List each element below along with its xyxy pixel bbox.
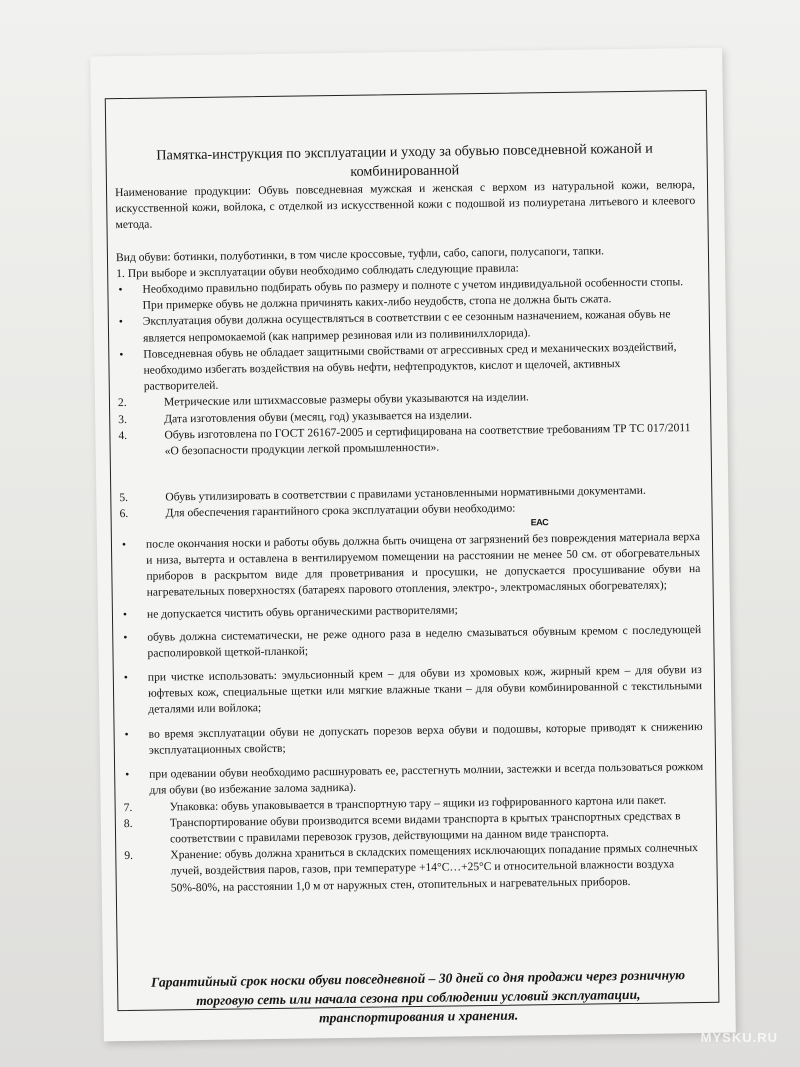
bullet-icon: •: [124, 727, 129, 741]
bullet-icon: •: [121, 537, 127, 551]
numbered-item: 5. Обувь утилизировать в соответствии с правилами установленными нормативными документами.: [119, 483, 646, 505]
warranty-statement: Гарантийный срок носки обуви повседневной – 30 дней со дня продажи через розничную торговую сеть или начала сезона при соблюдении условий эксплуатации, транспортирования и хранения.: [150, 967, 686, 1026]
product-description: Наименование продукции: Обувь повседневная мужская и женская с верхом из натуральной кожи, велюра, искусственной кожи, войлока, с отделкой из искусственной кожи с подошвой из полиуретана литьевого и клеевого метода.: [114, 178, 696, 232]
bullet-icon: •: [123, 671, 128, 685]
bullet-icon: •: [118, 315, 124, 329]
list-item: • при одевании обуви необходимо расшнуровать ее, расстегнуть молнии, застежки и всегда пользоваться рожком для обуви (во избежание залома задника).: [125, 760, 704, 798]
instruction-sheet: [90, 48, 736, 1042]
bullet-icon: •: [119, 347, 124, 361]
numbered-item: 4. Обувь изготовлена по ГОСТ 26167-2005 и сертифицирована на соответствие требованиям ТР ТС 017/2011 «О безопасности продукции легкой промышленности».: [118, 420, 691, 458]
shoe-types: Вид обуви: ботинки, полуботинки, в том числе кроссовые, туфли, сабо, сапоги, полусапоги, тапки.: [115, 243, 605, 264]
list-item: • во время эксплуатации обуви не допускать порезов верха обуви и подошвы, которые приводят к снижению эксплуатационных свойств;: [124, 719, 703, 757]
numbered-item: 2. Метрические или штихмассовые размеры обуви указываются на изделии.: [117, 390, 529, 410]
watermark: MYSKU.RU: [700, 1030, 778, 1045]
eac-certification-mark: EAC: [530, 517, 549, 528]
numbered-item: 8. Транспортирование обуви производится всеми видами транспорта в крытых транспортных средствах в соответствии с правилами перевозок грузов, действующими на данном виде транспорта.: [123, 808, 681, 846]
bullet-icon: •: [125, 768, 130, 782]
list-item: • Повседневная обувь не обладает защитными свойствами от агрессивных сред и механических воздействий, необходимо избегать воздействия на обувь нефти, нефтепродуктов, кислот и щелочей, активных растворителей.: [119, 340, 677, 393]
numbered-item: 3. Дата изготовления обуви (месяц, год) указывается на изделии.: [118, 407, 473, 426]
bullet-icon: •: [122, 608, 128, 622]
list-item: • после окончания носки и работы обувь должна быть очищена от загрязнений без повреждения материала верха и низа, вытерта и оставлена в вентилируемом помещении на расстоянии не менее 50 см. от обогревательных приборов в раскрытом виде для проветривания и просушки, не допускается просушивание обуви на нагревательных поверхностях (батареях парового отопления, электро-, электромасляных обогревателях);: [121, 529, 701, 599]
document-body: [114, 139, 704, 897]
document-title: Памятка-инструкция по эксплуатации и уходу за обувью повседневной кожаной и комбинированной: [156, 140, 653, 180]
list-item: • не допускается чистить обувь органическими растворителями;: [121, 599, 701, 623]
bullet-icon: •: [118, 283, 123, 297]
rule-1-heading: 1. При выборе и эксплуатации обуви необходимо соблюдать следующие правила:: [116, 261, 519, 280]
list-item: • при чистке использовать: эмульсионный крем – для обуви из хромовых кож, жирный крем – для обуви из юфтевых кож, специальные щетки или мягкие влажные ткани – для обуви комбинированной с текстильными деталями или войлока;: [123, 663, 703, 717]
numbered-item: 7. Упаковка: обувь упаковывается в транспортную тару – ящики из гофрированного картона или пакет.: [123, 792, 667, 814]
numbered-item: 6. Для обеспечения гарантийного срока эксплуатации обуви необходимо:: [119, 502, 516, 521]
document-frame: [105, 90, 720, 1026]
list-item: • Эксплуатация обуви должна осуществляться в соответствии с ее сезонным назначением, кожаная обувь не является непромокаемой (как например резиновая или из поливинилхлорида).: [118, 307, 671, 345]
list-item: • Необходимо правильно подбирать обувь по размеру и полноте с учетом индивидуальной особенности стопы. При примерке обувь не должна причинять каких-либо неудобств, стопа не должна быть сжата.: [118, 275, 684, 312]
numbered-item: 9. Хранение: обувь должна храниться в складских помещениях исключающих попадание прямых солнечных лучей, воздействия паров, газов, при температуре +14°С…+25°С и относительной влажности воздуха 50%-80%, на расстоянии 1,0 м от наружных стен, отопительных и нагревательных приборов.: [124, 841, 699, 894]
list-item: • обувь должна систематически, не реже одного раза в неделю смазываться обувным кремом с последующей располировкой щеткой-планкой;: [123, 622, 702, 660]
bullet-icon: •: [123, 630, 128, 644]
